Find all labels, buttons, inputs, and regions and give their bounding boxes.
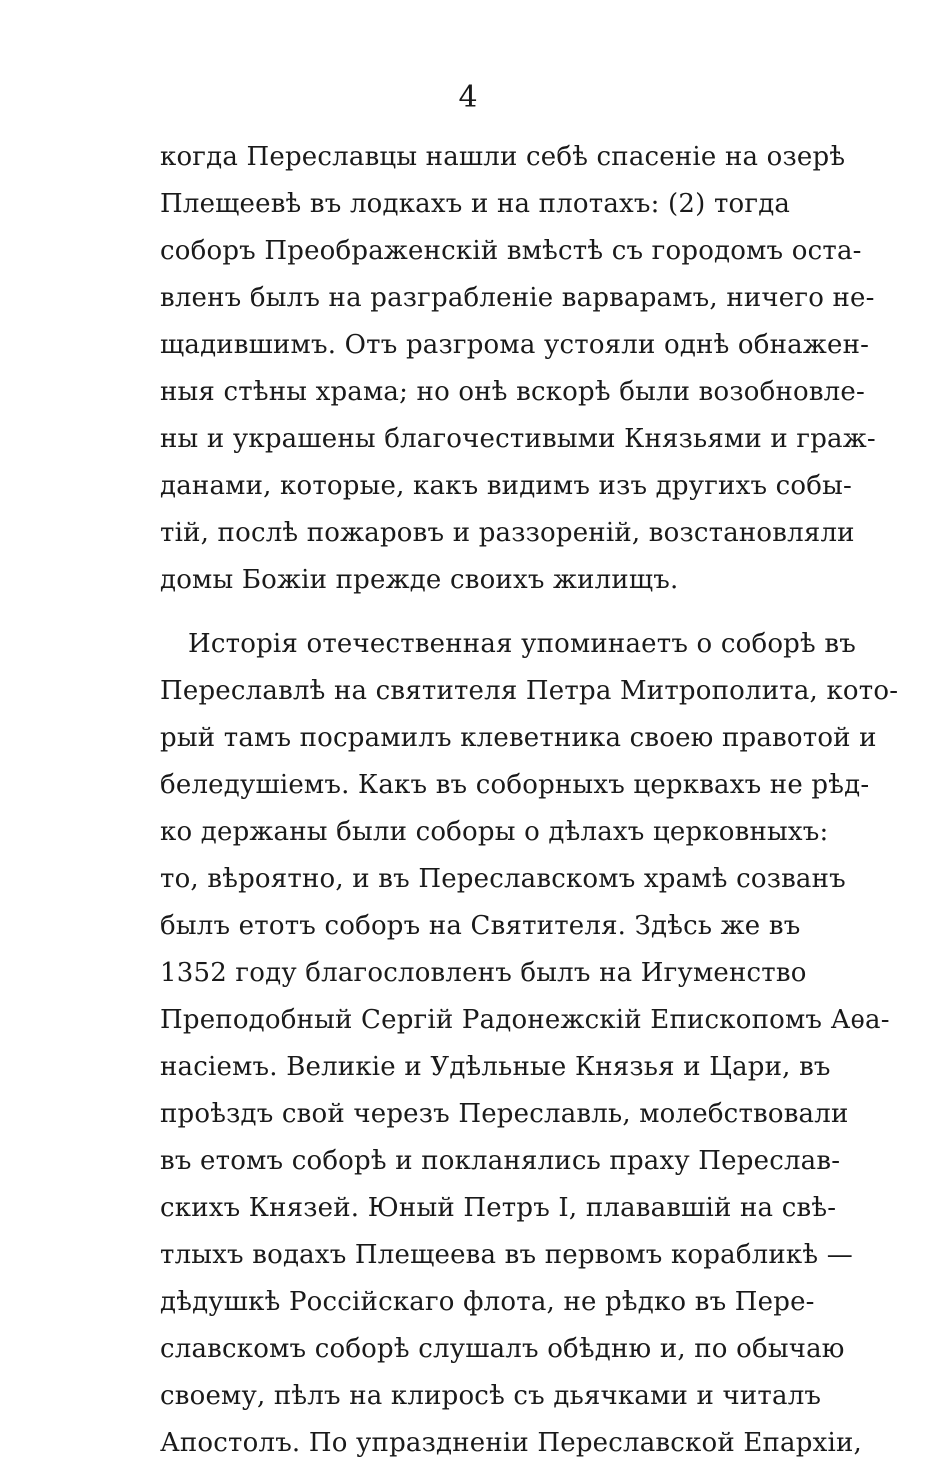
- text-line: то, вѣроятно, и въ Переславскомъ храмѣ созванъ: [160, 864, 846, 894]
- text-line: тлыхъ водахъ Плещеева въ первомъ корабликѣ —: [160, 1240, 853, 1270]
- paragraph-gap: [160, 604, 776, 621]
- text-line: домы Божіи прежде своихъ жилищъ.: [160, 565, 679, 595]
- text-line: скихъ Князей. Юный Петръ I, плававшій на свѣ-: [160, 1193, 837, 1223]
- text-line: когда Переславцы нашли себѣ спасеніе на озерѣ: [160, 142, 846, 172]
- page-number: 4: [458, 80, 478, 115]
- text-line: данами, которые, какъ видимъ изъ другихъ собы-: [160, 471, 852, 501]
- text-line: ко держаны были соборы о дѣлахъ церковныхъ:: [160, 817, 829, 847]
- text-line: беледушіемъ. Какъ въ соборныхъ церквахъ не рѣд-: [160, 770, 870, 800]
- text-line: былъ етотъ соборъ на Святителя. Здѣсь же въ: [160, 911, 801, 941]
- text-line: въ етомъ соборѣ и покланялись праху Переслав-: [160, 1146, 841, 1176]
- text-line: ны и украшены благочестивыми Князьями и граж-: [160, 424, 876, 454]
- body-text: [160, 134, 899, 1467]
- text-line: тій, послѣ пожаровъ и раззореній, возстановляли: [160, 518, 855, 548]
- text-line: ныя стѣны храма; но онѣ вскорѣ были возобновле-: [160, 377, 865, 407]
- text-line: дѣдушкѣ Россійскаго флота, не рѣдко въ Пере-: [160, 1287, 815, 1317]
- text-line: славскомъ соборѣ слушалъ обѣдню и, по обычаю: [160, 1334, 845, 1364]
- text-line: вленъ былъ на разграбленіе варварамъ, ничего не-: [160, 283, 875, 313]
- text-line: щадившимъ. Отъ разгрома устояли однѣ обнажен-: [160, 330, 870, 360]
- text-line: рый тамъ посрамилъ клеветника своею правотой и: [160, 723, 877, 753]
- text-line: соборъ Преображенскій вмѣстѣ съ городомъ оста-: [160, 236, 862, 266]
- text-line: насіемъ. Великіе и Удѣльные Князья и Цари, въ: [160, 1052, 831, 1082]
- text-line: Преподобный Сергій Радонежскій Епископомъ Аѳа-: [160, 1005, 890, 1035]
- text-line: своему, пѣлъ на клиросѣ съ дьячками и читалъ: [160, 1381, 822, 1411]
- text-line: Исторія отечественная упоминаетъ о соборѣ въ: [188, 629, 856, 659]
- text-line: Переславлѣ на святителя Петра Митрополита, кото-: [160, 676, 899, 706]
- text-line: Плещеевѣ въ лодкахъ и на плотахъ: (2) тогда: [160, 189, 791, 219]
- text-line: 1352 году благословленъ былъ на Игуменство: [160, 958, 807, 988]
- text-line: проѣздъ свой черезъ Переславль, молебствовали: [160, 1099, 849, 1129]
- text-line: Апостолъ. По упраздненіи Переславской Епархіи,: [160, 1428, 862, 1458]
